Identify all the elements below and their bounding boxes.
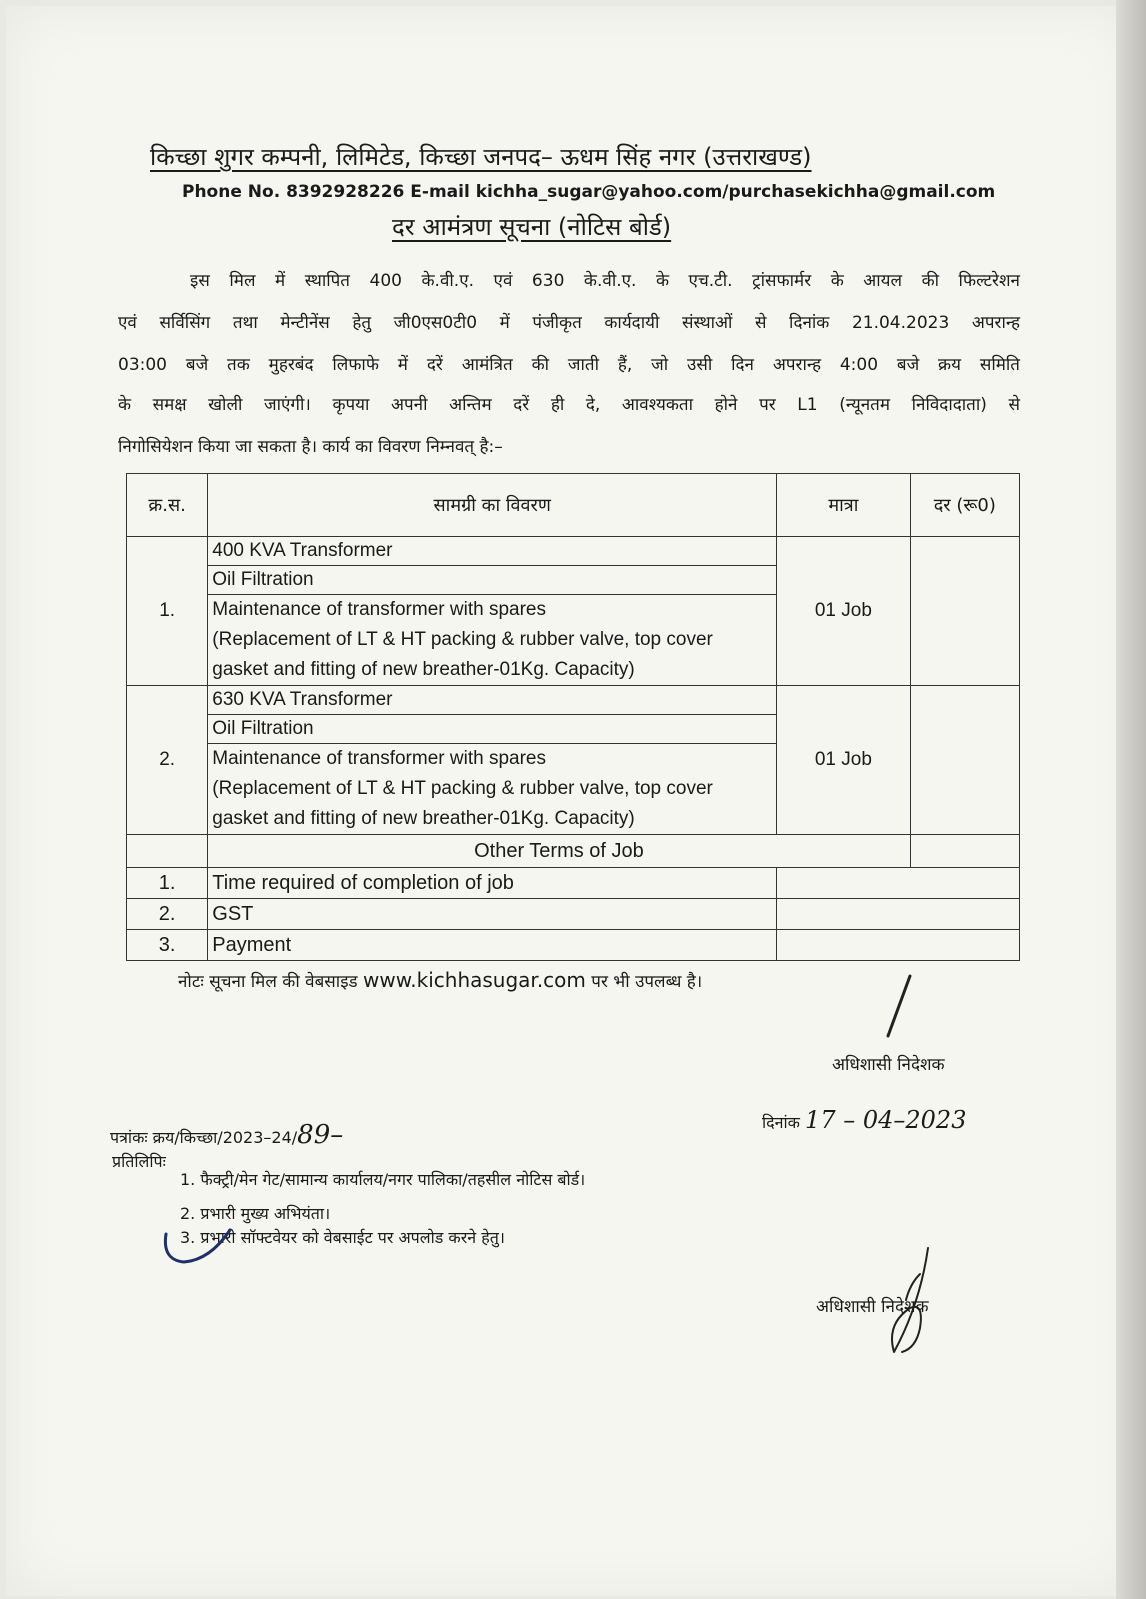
copy-to-label: प्रतिलिपिः — [112, 1152, 166, 1171]
page-edge-shadow — [1116, 0, 1146, 1599]
item-line: 630 KVA Transformer — [208, 686, 776, 715]
item-line — [208, 595, 776, 685]
website-note — [178, 968, 702, 992]
item-line: 400 KVA Transformer — [208, 537, 776, 566]
item-line: Oil Filtration — [208, 715, 776, 744]
item-line-text: (Replacement of LT & HT packing & rubber valve, top cover gasket and fitting of new breather-01Kg. Capacity) — [212, 778, 713, 829]
terms-heading-rate — [910, 835, 1019, 868]
term-value — [777, 899, 1020, 930]
copy-to-item: 2. प्रभारी मुख्य अभियंता। — [180, 1204, 331, 1223]
header-rate: दर (रू0) — [910, 474, 1019, 537]
item-description — [208, 686, 777, 835]
term-value — [777, 930, 1020, 961]
body-line-3: 03:00 बजे तक मुहरबंद लिफाफे में दरें आमंत्रित की जाती हैं, जो उसी दिन अपरान्ह 4:00 बजे क्रय समिति — [118, 355, 1020, 375]
handwritten-tick-icon — [160, 1220, 240, 1270]
term-value — [777, 868, 1020, 899]
item-rate — [910, 537, 1019, 686]
signatory-title: अधिशासी निदेशक — [832, 1055, 945, 1075]
item-sr: 2. — [127, 686, 208, 835]
issue-date — [762, 1106, 966, 1134]
item-sr: 1. — [127, 537, 208, 686]
table-row — [127, 899, 1020, 930]
item-description — [208, 537, 777, 686]
table-row — [127, 868, 1020, 899]
term-sr: 3. — [127, 930, 208, 961]
body-line-5: निगोसियेशन किया जा सकता है। कार्य का विवरण निम्नवत् है:– — [118, 437, 503, 457]
body-line-2: एवं सर्विसिंग तथा मेन्टीनेंस हेतु जी0एस0टी0 में पंजीकृत कार्यदायी संस्थाओं से दिनांक 21.04.2023 अपरान्ह — [118, 313, 1020, 333]
copy-to-item: 3. प्रभारी सॉफ्टवेयर को वेबसाईट पर अपलोड करने हेतु। — [180, 1228, 505, 1247]
note-prefix: नोटः सूचना मिल की वेबसाइड — [178, 972, 358, 992]
term-sr: 2. — [127, 899, 208, 930]
terms-heading-row — [127, 835, 1020, 868]
body-line-4: के समक्ष खोली जाएंगी। कृपया अपनी अन्तिम दरें ही दे, आवश्यकता होने पर L1 (न्यूनतम निविदादाता) से — [118, 395, 1020, 415]
copy-to-item: 1. फैक्ट्री/मेन गेट/सामान्य कार्यालय/नगर पालिका/तहसील नोटिस बोर्ड। — [180, 1170, 586, 1189]
table-row — [127, 537, 1020, 686]
table-header-row — [127, 474, 1020, 537]
item-line — [208, 744, 776, 834]
item-line-text: (Replacement of LT & HT packing & rubber valve, top cover gasket and fitting of new breather-01Kg. Capacity) — [212, 629, 713, 680]
body-line-1: इस मिल में स्थापित 400 के.वी.ए. एवं 630 के.वी.ए. के एच.टी. ट्रांसफार्मर के आयल की फिल्टरेशन — [190, 271, 1020, 291]
note-url: www.kichhasugar.com — [363, 968, 586, 992]
signatory-title-bottom: अधिशासी निदेशक — [816, 1297, 929, 1317]
reference-number — [110, 1120, 343, 1150]
item-quantity: 01 Job — [777, 686, 910, 835]
terms-heading: Other Terms of Job — [208, 835, 910, 868]
company-name: किच्छा शुगर कम्पनी, लिमिटेड, किच्छा जनपद– ऊधम सिंह नगर (उत्तराखण्ड) — [150, 143, 812, 171]
term-label: GST — [208, 899, 777, 930]
job-table — [126, 473, 1020, 961]
term-sr: 1. — [127, 868, 208, 899]
term-label: Payment — [208, 930, 777, 961]
item-line-text: Maintenance of transformer with spares — [212, 599, 546, 620]
terms-heading-sr — [127, 835, 208, 868]
item-quantity: 01 Job — [777, 537, 910, 686]
header-description: सामग्री का विवरण — [208, 474, 777, 537]
date-label: दिनांक — [762, 1113, 800, 1132]
date-value: 17 – 04–2023 — [805, 1106, 967, 1134]
term-label: Time required of completion of job — [208, 868, 777, 899]
contact-line: Phone No. 8392928226 E-mail kichha_sugar@yahoo.com/purchasekichha@gmail.com — [182, 182, 996, 202]
signature-stroke-icon — [880, 972, 920, 1042]
header-quantity: मात्रा — [777, 474, 910, 537]
item-line: Oil Filtration — [208, 566, 776, 595]
item-line-text: Maintenance of transformer with spares — [212, 748, 546, 769]
reference-label: पत्रांकः क्रय/किच्छा/2023–24/ — [110, 1128, 298, 1147]
table-row — [127, 930, 1020, 961]
reference-handwritten-number: 89– — [297, 1120, 344, 1150]
item-rate — [910, 686, 1019, 835]
table-row — [127, 686, 1020, 835]
notice-title: दर आमंत्रण सूचना (नोटिस बोर्ड) — [392, 213, 672, 241]
header-sr: क्र.स. — [127, 474, 208, 537]
note-suffix: पर भी उपलब्ध है। — [591, 972, 703, 992]
